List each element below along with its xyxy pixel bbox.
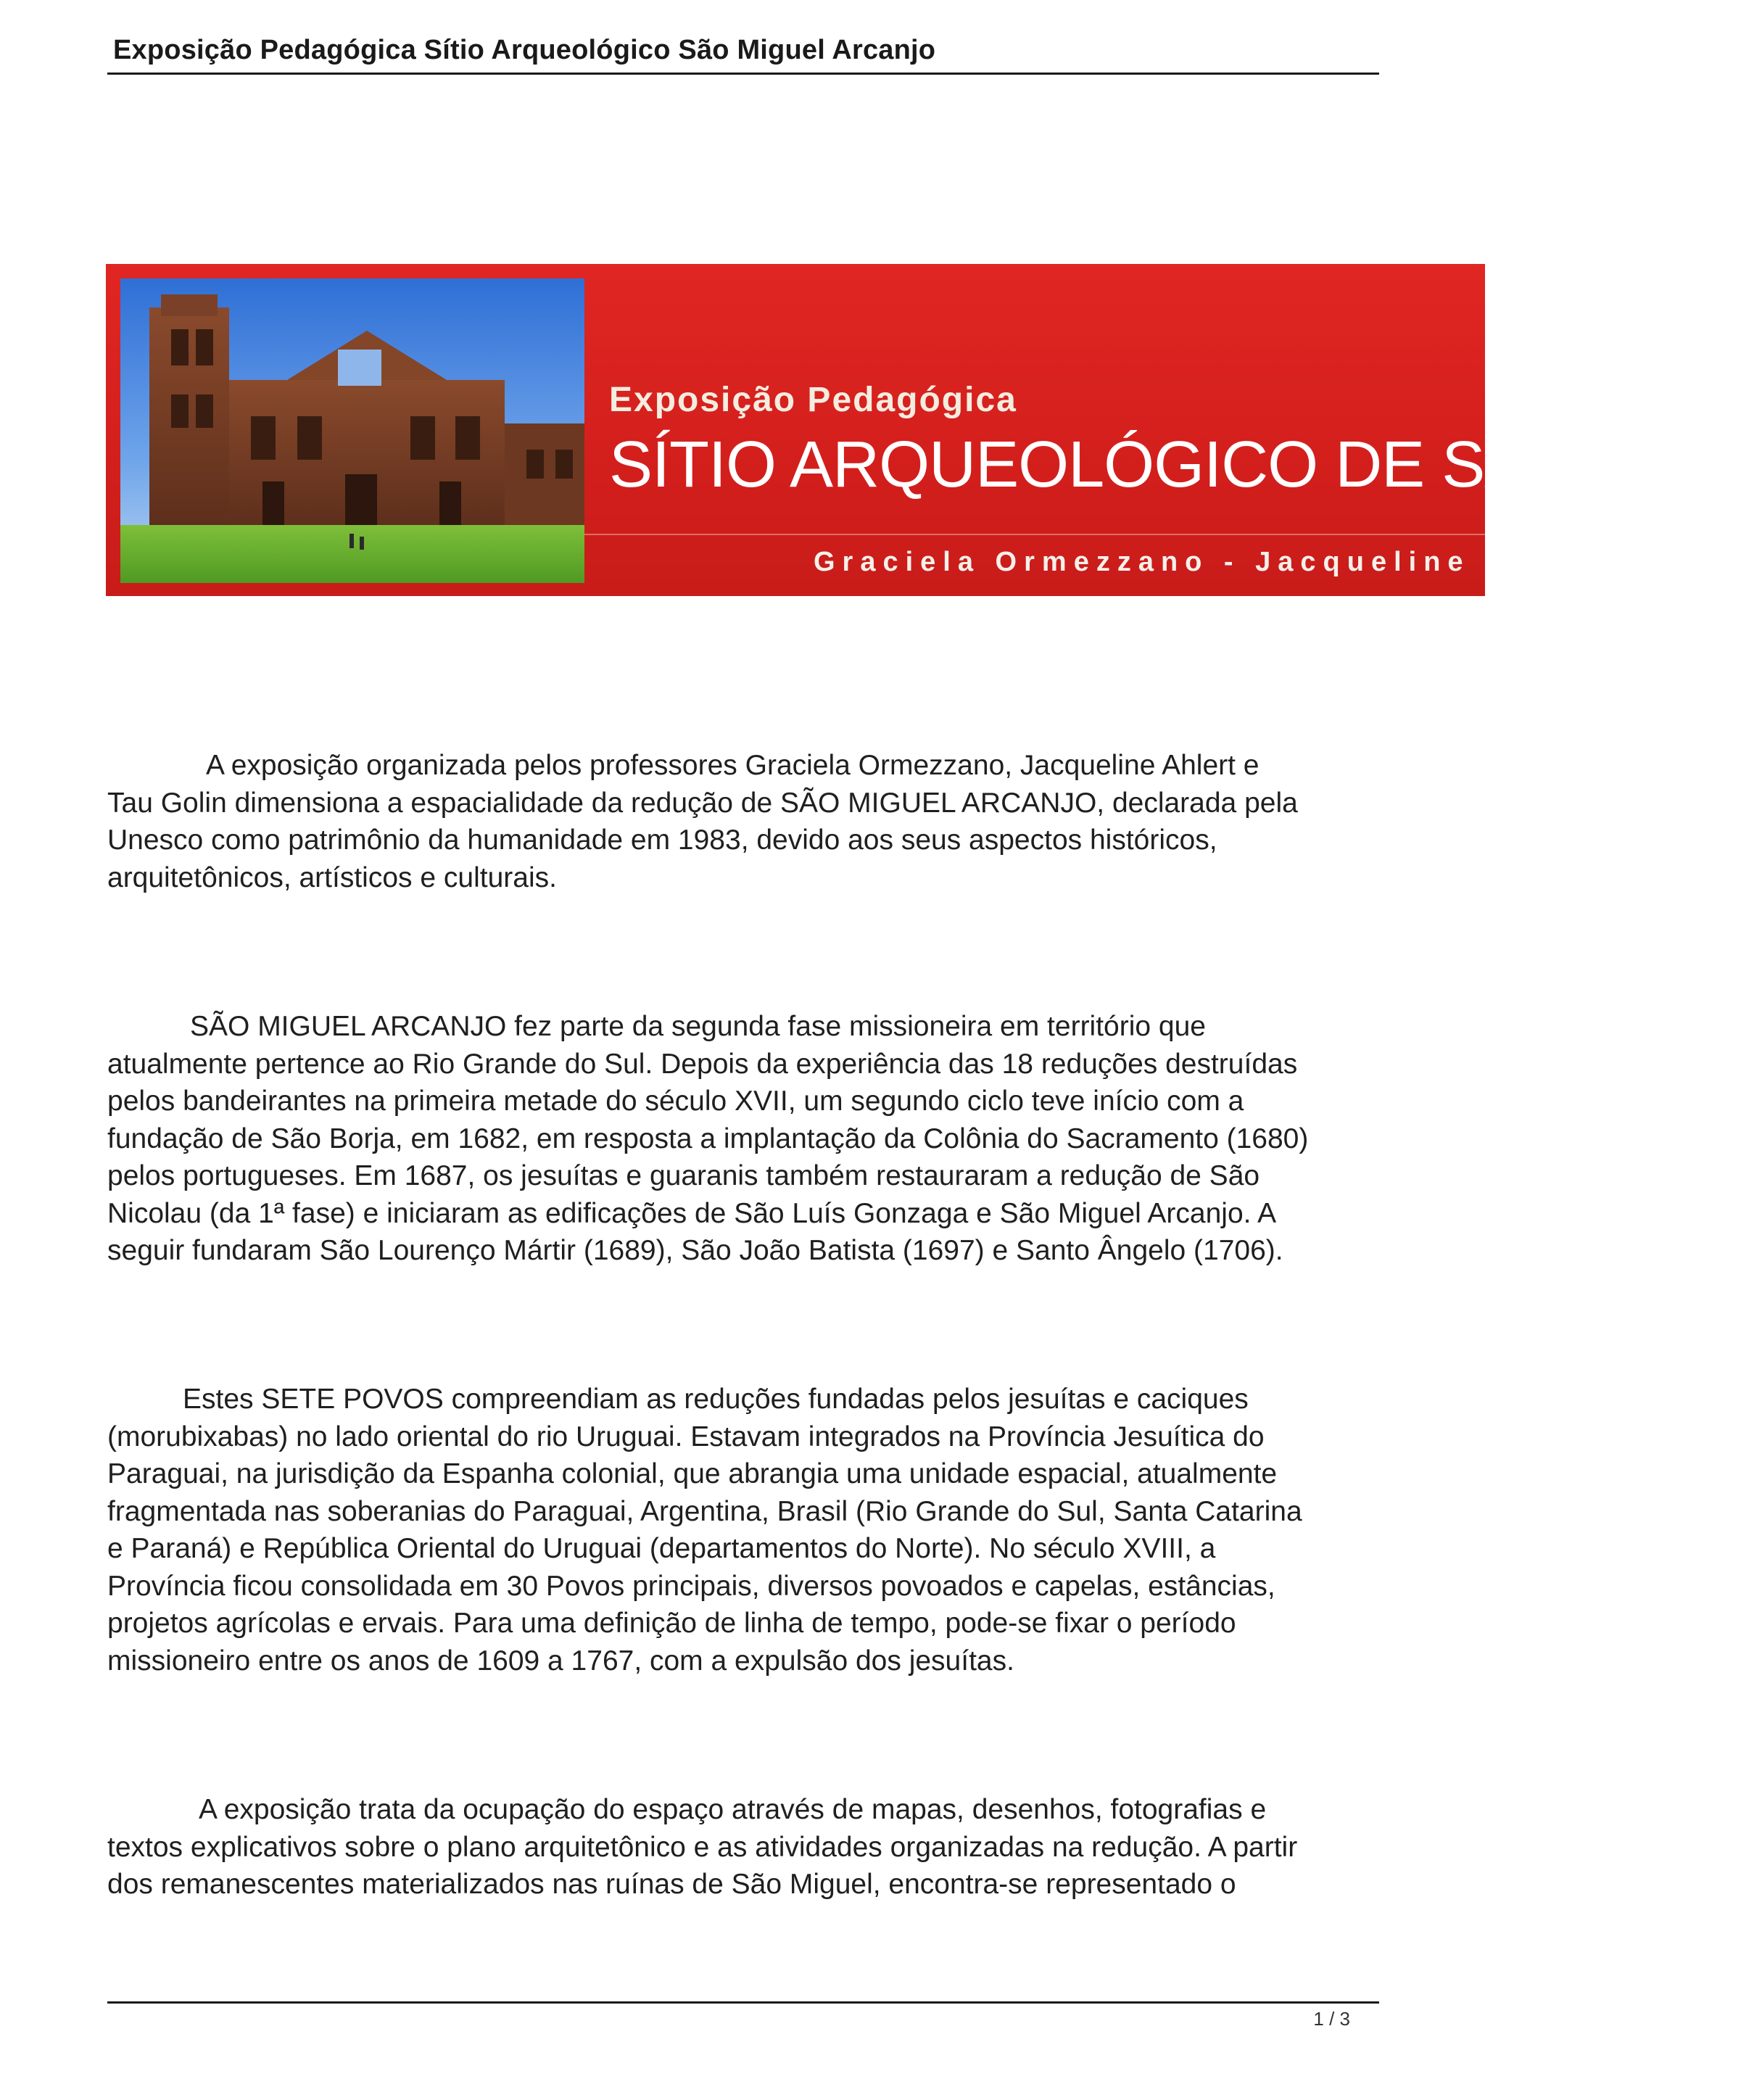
page-footer [107, 2001, 1379, 2030]
banner-credits: Graciela Ormezzano - Jacqueline [814, 547, 1471, 577]
text-line: e Paraná) e República Oriental do Uruguai (departamentos do Norte). No século XVIII, a [107, 1533, 1216, 1564]
text-line: textos explicativos sobre o plano arquitetônico e as atividades organizadas na redução. A partir [107, 1831, 1298, 1863]
page-header [107, 32, 1379, 75]
text-line: A exposição trata da ocupação do espaço através de mapas, desenhos, fotografias e [199, 1794, 1267, 1825]
document-title: Exposição Pedagógica Sítio Arqueológico São Miguel Arcanjo [113, 35, 936, 65]
text-line: pelos portugueses. Em 1687, os jesuítas e guaranis também restauraram a redução de São [107, 1160, 1260, 1191]
text-line: Estes SETE POVOS compreendiam as reduções fundadas pelos jesuítas e caciques [183, 1384, 1249, 1415]
paragraph-3 [107, 1381, 1383, 1679]
text-line: pelos bandeirantes na primeira metade do século XVII, um segundo ciclo teve início com a [107, 1086, 1244, 1117]
text-line: seguir fundaram São Lourenço Mártir (1689), São João Batista (1697) e Santo Ângelo (1706). [107, 1235, 1283, 1266]
text-line: Tau Golin dimensiona a espacialidade da redução de SÃO MIGUEL ARCANJO, declarada pela [107, 787, 1298, 819]
exhibition-banner [106, 264, 1762, 596]
text-line: fundação de São Borja, em 1682, em resposta a implantação da Colônia do Sacramento (1680) [107, 1123, 1309, 1154]
church-ruins-photo [120, 278, 584, 583]
text-line: Província ficou consolidada em 30 Povos principais, diversos povoados e capelas, estâncias, [107, 1570, 1275, 1602]
page-number: 1 / 3 [1313, 2008, 1350, 2030]
text-line: missioneiro entre os anos de 1609 a 1767, com a expulsão dos jesuítas. [107, 1645, 1014, 1677]
banner-subtitle: Exposição Pedagógica [609, 381, 1017, 419]
text-line: dos remanescentes materializados nas ruínas de São Miguel, encontra-se representado o [107, 1869, 1236, 1900]
paragraph-1 [107, 747, 1383, 896]
paragraph-2 [107, 1008, 1383, 1270]
text-line: projetos agrícolas e ervais. Para uma definição de linha de tempo, pode-se fixar o período [107, 1608, 1236, 1639]
text-line: SÃO MIGUEL ARCANJO fez parte da segunda fase missioneira em território que [190, 1011, 1206, 1042]
text-line: arquitetônicos, artísticos e culturais. [107, 861, 557, 893]
text-line: Unesco como patrimônio da humanidade em 1983, devido aos seus aspectos históricos, [107, 824, 1217, 856]
banner-title: SÍTIO ARQUEOLÓGICO DE SÃO MIGU [609, 429, 1762, 501]
text-line: A exposição organizada pelos professores Graciela Ormezzano, Jacqueline Ahlert e [206, 750, 1260, 781]
text-line: fragmentada nas soberanias do Paraguai, Argentina, Brasil (Rio Grande do Sul, Santa Catarina [107, 1495, 1302, 1527]
text-line: (morubixabas) no lado oriental do rio Uruguai. Estavam integrados na Província Jesuítica do [107, 1421, 1265, 1452]
text-line: atualmente pertence ao Rio Grande do Sul. Depois da experiência das 18 reduções destruídas [107, 1048, 1298, 1080]
text-line: Nicolau (da 1ª fase) e iniciaram as edificações de São Luís Gonzaga e São Miguel Arcanjo. A [107, 1197, 1277, 1229]
paragraph-4 [107, 1791, 1383, 1903]
banner-divider [584, 534, 1485, 535]
text-line: Paraguai, na jurisdição da Espanha colonial, que abrangia uma unidade espacial, atualmente [107, 1458, 1278, 1489]
